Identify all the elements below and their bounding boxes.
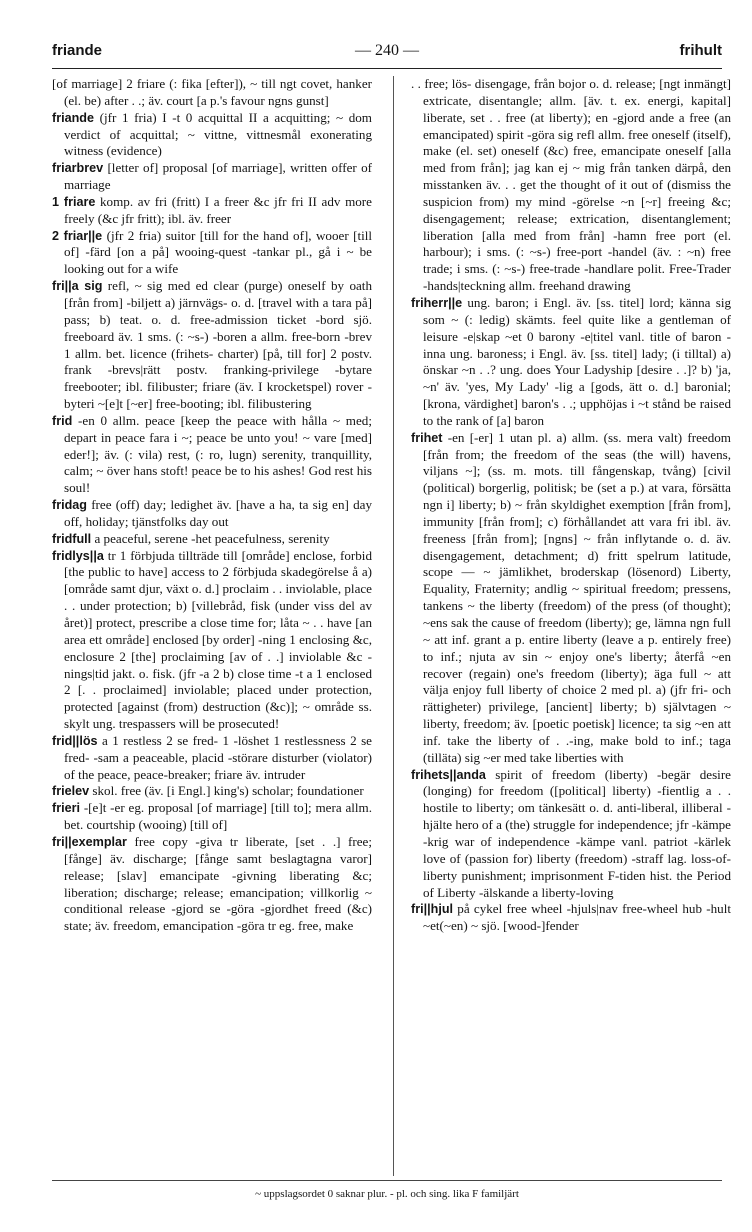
entry-headword: fri||hjul (411, 902, 454, 917)
dictionary-entry (52, 110, 372, 161)
entry-definition: tr 1 förbjuda tillträde till [område] enclose, forbid [the public to have] access to 2 förbjuda skadegörelse å a) [område samt djur, växt o. d.] proclaim . . inviolable, place . . under protection; b) [villebråd, fisk (under viss del av året)] protect, prescribe a close time for; låta ~ . . have [an area ett område] enclosed [by order] -ning 1 enclosing &c, enclosure 2 [the] proclaiming [av of . .] inviolable &c -nings|tid jakt. o. fisk. (jfr -a 2 b) close time -t a 1 enclosed 2 [. . proclaimed] inviolable; placed under protection, protected [against (from) destruction (&c)]; ~ område ss. skylt ung. trespassers will be prosecuted! (64, 547, 372, 732)
dictionary-entry (52, 160, 372, 194)
entry-definition: refl, ~ sig med ed clear (purge) oneself by oath [från from] -biljett a) järnvägs- o. d. [travel with a tara på] pass; b) teat. o. d. free-admission ticket -bord sjö. freeboard äv. 1 sms. (: ~s-) -boren a allm. free-born -brev 1 allm. bet. licence (frihets- charter) [på, till for] 2 postv. frank -brevs|rätt postv. franking-privilege -bytare freebooter; ibl. filibuster; friare (äv. I krocketspel) rover -byteri ~[e]t [~er] free-booting; ibl. filibustering (64, 278, 372, 412)
footer-legend: ~ uppslagsordet 0 saknar plur. - pl. och sing. lika F familjärt (255, 1188, 519, 1200)
right-column (411, 76, 731, 1176)
entry-definition: free copy -giva tr liberate, [set . .] free; [fånge] äv. discharge; [fånge samt beslagtagna varor] release; [slav] emancipate -givning liberating &c; liberation; discharge; release; emancipation; villkorlig ~ conditional release -gjord se -göra -gjordhet freed (&c) state; äv. freedom, emancipation -göra tr eg. free, make (64, 833, 372, 934)
entry-definition: -[e]t -er eg. proposal [of marriage] [till to]; mera allm. bet. courtship (wooing) [till of] (64, 800, 372, 833)
dictionary-entry (52, 413, 372, 497)
entry-headword: frid||lös (52, 733, 98, 748)
dictionary-entry (52, 497, 372, 531)
column-divider (393, 76, 394, 1176)
entry-headword: frieri (52, 801, 80, 816)
entry-definition: . . free; lös- disengage, från bojor o. d. release; [ngt inmängt] extricate, disentangle; allm. [äv. t. ex. energi, kapital] liberate, set . . free (at liberty); en -gjord ande a free (an emancipated) spirit -göra sig refl allm. free oneself (itself), make (el. set) oneself (&c) free, emancipate oneself [alla med from från]; jag kan ej ~ mig från tanken därpå, den misstanken äv. . . get the thought of it out of (dismiss the suspicion from) my mind -görelse ~n [~r] freeing &c; disengagement; release; extrication, disentanglement; liberation [alla med from från] -hamn free port (el. harbour); i sms. (: ~s-) free-port -handel (äv. : ~n) free trade; i sms. (: ~s-) free-trade -handlare polit. Free-Trader -hands|teckning allm. freehand drawing (411, 76, 731, 294)
dictionary-entry (52, 783, 372, 800)
entry-headword: frid (52, 413, 73, 428)
dictionary-entry (52, 194, 372, 228)
page-header (52, 42, 722, 64)
dictionary-entry (52, 228, 372, 279)
dictionary-entry (52, 834, 372, 935)
entry-definition: [of marriage] 2 friare (: fika [efter]), ~ till ngt covet, hanker (el. be) after . .; äv. court [a p.'s favour ngns gunst] (52, 76, 372, 108)
dictionary-entry (52, 800, 372, 834)
dictionary-entry (52, 76, 372, 110)
dictionary-entry (411, 430, 731, 767)
entry-definition: a peaceful, serene -het peacefulness, serenity (91, 530, 330, 546)
entry-headword: fridlys||a (52, 548, 104, 563)
header-rule (52, 68, 722, 69)
entry-definition: (jfr 2 fria) suitor [till for the hand of], wooer [till of] -färd [on a på] wooing-quest -tankar pl., gå i ~ be looking out for a wife (64, 227, 372, 277)
entry-headword: frihet (411, 430, 443, 445)
dictionary-entry (52, 531, 372, 548)
entry-definition: free (off) day; ledighet äv. [have a ha, ta sig en] day off, holiday; tjänstfolks day out (64, 497, 372, 529)
dictionary-entry (411, 901, 731, 935)
entry-definition: -en [-er] 1 utan pl. a) allm. (ss. mera valt) freedom [från from; the freedom of the seas (the will) havens, viljans ~]; (ss. m. mots. till fångenskap, tvång) [civil (political) borgerlig, politisk; be (set a p.) at vara, försätta ngn i] liberty; b) ~ från skyldighet exemption [från from], immunity [från from]; c) förhållandet att vara fri ibl. äv. freeness [från from]; [ngns] ~ från inflytande o. d. äv. disengagement, detachment; d) fritt spelrum latitude, scope — ~ jämlikhet, broderskap (lösenord) Liberty, Equality, Fraternity; andlig ~ spiritual freedom; pressens, tankens ~ the liberty (freedom) of the press (of thought); ~ens sak the cause of freedom (liberty); ge, lämna ngn full ~ att inf. grant a p. entire liberty (leave a p. entirely free) to inf.; njuta av sin ~ enjoy one's liberty; återfå ~en recover (regain) one's freedom (liberty); äga full ~ att välja enjoy full liberty of choice 2 med pl. a) (jfr fri- och rättigheter) privilege, [ancient] liberty; b) självtagen ~ liberty, freedom; äv. [poetic poetisk] licence; ta sig ~en att inf. take the liberty of . .-ing, make bold to inf.; taga (tilläta) sig ~er med take liberties with (423, 429, 731, 765)
entry-headword: frihets||anda (411, 767, 486, 782)
entry-definition: skol. free (äv. [i Engl.] king's) scholar; foundationer (89, 783, 364, 799)
entry-headword: 1 friare (52, 194, 96, 209)
entry-definition: spirit of freedom (liberty) -begär desire (longing) for freedom ([political] liberty) -fientlig a . . hostile to liberty; om tänkesätt o. d. anti-liberal, illiberal -hjälte hero of a (the) struggle for independence; jfr -kämpe -krig war of independence -kämpe vanl. patriot -kärlek love of (passion for) liberty (freedom) -straff lag. loss-of-liberty punishment; imprisonment F-tiden hist. the Period of Liberty -älskande a liberty-loving (423, 766, 731, 900)
entry-definition: komp. av fri (fritt) I a freer &c jfr fri II adv more freely (&c jfr fritt); ibl. äv. freer (64, 193, 372, 226)
dictionary-entry (52, 733, 372, 784)
entry-headword: fridag (52, 498, 87, 513)
entry-headword: fri||exemplar (52, 834, 127, 849)
entry-headword: fridfull (52, 531, 92, 546)
entry-definition: (jfr 1 fria) I -t 0 acquittal II a acquitting; ~ dom verdict of acquittal; ~ vittne, vittnesmål exonerating witness (evidence) (64, 109, 372, 159)
entry-definition: på cykel free wheel -hjuls|nav free-wheel hub -hult ~et(~en) ~ sjö. [wood-]fender (423, 901, 731, 934)
entry-headword: friarbrev (52, 161, 104, 176)
entry-headword: frielev (52, 784, 90, 799)
entry-headword: fri||a sig (52, 279, 103, 294)
dictionary-entry (52, 278, 372, 413)
footer-rule (52, 1180, 722, 1181)
dictionary-entry (52, 548, 372, 733)
header-left-guideword: friande (52, 42, 103, 59)
left-column (52, 76, 372, 1176)
entry-headword: friherr||e (411, 295, 463, 310)
entry-definition: [letter of] proposal [of marriage], written offer of marriage (64, 160, 372, 193)
entry-headword: 2 friar||e (52, 228, 103, 243)
header-right-guideword: frihult (679, 42, 722, 59)
dictionary-entry (411, 295, 731, 430)
entry-definition: a 1 restless 2 se fred- 1 -löshet 1 restlessness 2 se fred- -sam a peaceable, placid -störare disturber (violator) of the peace, peace-breaker; friare äv. intruder (64, 732, 372, 782)
entry-headword: friande (52, 110, 94, 125)
dictionary-entry (411, 76, 731, 295)
dictionary-entry (411, 767, 731, 902)
entry-definition: -en 0 allm. peace [keep the peace with hålla ~ med; depart in peace fara i ~; peace be unto you! ~ vare [med] eder!]; äv. (: vila) rest, (: ro, lugn) serenity, tranquillity, calm; ~ över hans stoft! peace be to his ashes! God rest his soul! (64, 412, 372, 496)
page-number: — 240 — (355, 42, 419, 59)
entry-definition: ung. baron; i Engl. äv. [ss. titel] lord; känna sig som ~ (: ledig) skämts. feel quite like a gentleman of leisure -e|skap ~et 0 barony -e|titel vanl. title of baron -inna ung. baroness; i Engl. äv. [ss. titel] lady; (i tilltal) a) önskar ~n . .? ung. does Your Ladyship [desire . .]? b) 'ja, ~n' äv. 'yes, My Lady' -lig a [gods, ätt o. d.] baronial; [krona, värdighet] baron's . .; upphöjas i ~t stånd be raised to the rank of [a] baron (423, 294, 731, 428)
